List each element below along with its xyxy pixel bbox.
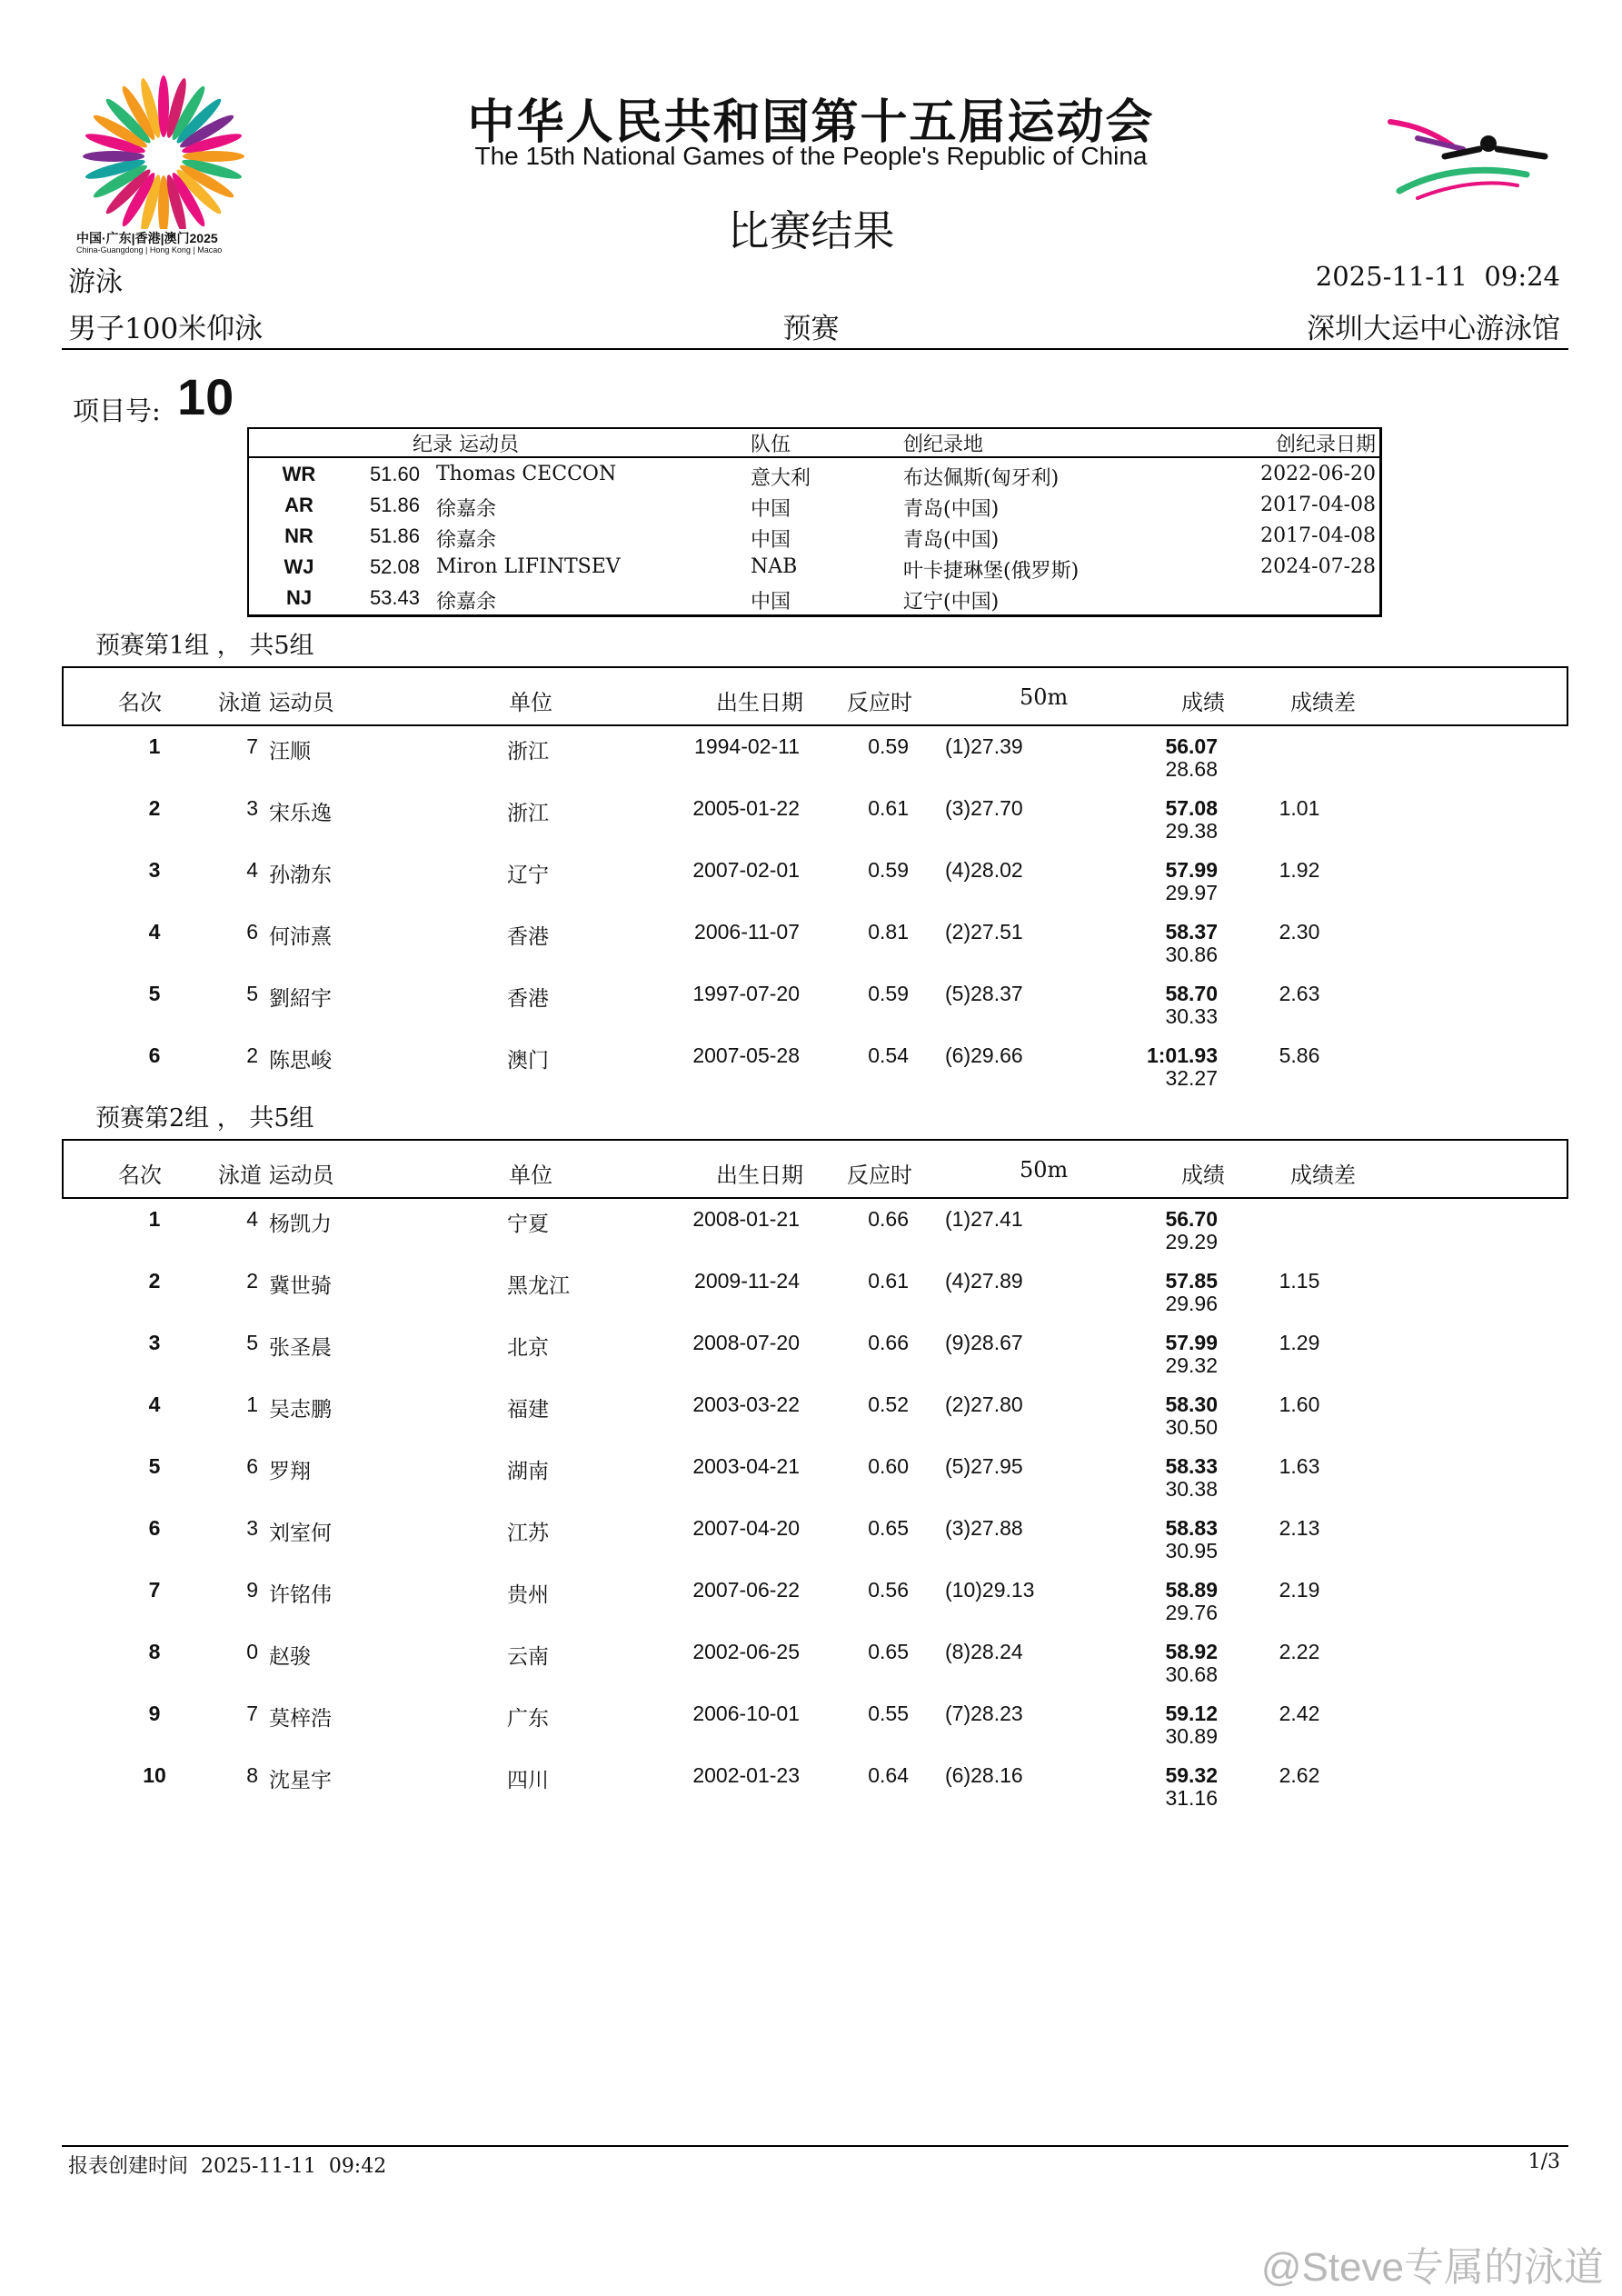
dob: 2002-06-25: [692, 1640, 800, 1663]
footer-divider: [62, 2145, 1568, 2147]
result: 58.30: [1165, 1393, 1218, 1416]
reaction-time: 0.61: [868, 1269, 909, 1293]
split-50m: (2)27.80: [945, 1393, 1023, 1416]
record-athlete: Thomas CECCON: [436, 463, 617, 485]
dob: 1997-07-20: [692, 982, 800, 1005]
col-lane-athlete: 泳道 运动员: [218, 1163, 334, 1188]
lap-time: 29.29: [1165, 1230, 1218, 1253]
result: 57.99: [1165, 1331, 1218, 1354]
rank: 5: [148, 982, 161, 1005]
lane: 4: [246, 858, 258, 882]
table-row: [0, 1702, 1622, 1763]
lane: 6: [246, 1454, 258, 1478]
col-split: 50m: [1020, 684, 1069, 710]
reaction-time: 0.59: [868, 982, 909, 1005]
athlete-name: 宋乐逸: [269, 802, 332, 825]
lap-time: 30.50: [1165, 1415, 1218, 1439]
col-rt: 反应时: [847, 690, 912, 715]
split-50m: (3)27.88: [945, 1516, 1023, 1540]
col-diff: 成绩差: [1290, 1163, 1356, 1188]
split-50m: (1)27.39: [945, 734, 1023, 758]
col-rank: 名次: [118, 1163, 162, 1188]
result: 58.37: [1165, 920, 1218, 943]
record-code: WR: [282, 463, 316, 485]
lane: 6: [246, 920, 258, 943]
lane: 2: [246, 1269, 258, 1293]
result: 57.08: [1165, 796, 1218, 820]
record-team: 中国: [751, 498, 791, 521]
col-result: 成绩: [1181, 690, 1225, 715]
event-no: 10: [177, 368, 234, 425]
split-50m: (2)27.51: [945, 920, 1023, 943]
event-name: 男子100米仰泳: [68, 313, 264, 345]
split-50m: (1)27.41: [945, 1207, 1023, 1231]
athlete-name: 许铭伟: [269, 1583, 332, 1607]
unit: 浙江: [507, 740, 549, 764]
reaction-time: 0.65: [868, 1516, 909, 1540]
record-place: 辽宁(中国): [903, 591, 1000, 614]
records-header-place: 创纪录地: [903, 434, 984, 456]
col-diff: 成绩差: [1290, 690, 1356, 715]
result: 58.33: [1165, 1454, 1218, 1478]
phase: 预赛: [782, 313, 840, 345]
diff: 2.63: [1279, 982, 1320, 1005]
lap-time: 29.32: [1165, 1353, 1218, 1377]
rank: 6: [148, 1043, 161, 1067]
result: 57.99: [1165, 858, 1218, 882]
lane: 1: [246, 1393, 258, 1416]
lap-time: 28.68: [1165, 757, 1218, 781]
lane: 5: [246, 982, 258, 1005]
rank: 3: [148, 858, 161, 882]
heat-title: 预赛第2组 ， 共5组: [95, 1104, 314, 1133]
reaction-time: 0.64: [868, 1763, 909, 1787]
watermark: [1261, 2234, 1604, 2292]
result: 57.85: [1165, 1269, 1218, 1293]
result: 58.92: [1165, 1640, 1218, 1663]
record-date: 2017-04-08: [1260, 524, 1376, 547]
lap-time: 31.16: [1165, 1786, 1218, 1810]
record-place: 青岛(中国): [903, 529, 1000, 552]
athlete-name: 刘室何: [269, 1522, 332, 1545]
diff: 5.86: [1279, 1043, 1320, 1067]
col-lane-athlete: 泳道 运动员: [218, 690, 334, 715]
lap-time: 30.38: [1165, 1477, 1218, 1501]
rank: 5: [148, 1454, 161, 1478]
col-result: 成绩: [1181, 1163, 1225, 1188]
datetime: 2025-11-11 09:24: [1315, 261, 1560, 292]
col-dob: 出生日期: [716, 690, 803, 715]
heat-column-header: [62, 666, 1568, 726]
athlete-name: 赵骏: [269, 1645, 311, 1669]
reaction-time: 0.60: [868, 1454, 909, 1478]
athlete-name: 沈星宇: [269, 1769, 332, 1792]
diff: 1.01: [1279, 796, 1320, 820]
record-place: 布达佩斯(匈牙利): [903, 467, 1060, 490]
unit: 四川: [507, 1769, 549, 1792]
reaction-time: 0.66: [868, 1207, 909, 1231]
table-row: [0, 1207, 1622, 1269]
event-no-label: 项目号:: [73, 395, 161, 426]
lane: 0: [246, 1640, 258, 1663]
table-row: [0, 1640, 1622, 1702]
records-header-date: 创纪录日期: [1275, 434, 1376, 456]
lap-time: 32.27: [1165, 1066, 1218, 1090]
unit: 宁夏: [507, 1213, 549, 1236]
rank: 9: [148, 1702, 161, 1725]
rank: 2: [148, 1269, 161, 1293]
diff: 2.22: [1279, 1640, 1320, 1663]
title-en: The 15th National Games of the People's Republic of China: [474, 142, 1148, 170]
table-row: [0, 1454, 1622, 1516]
dob: 2003-04-21: [692, 1454, 800, 1478]
watermark-text: @Steve专属的泳道: [1260, 2245, 1604, 2290]
subtitle: 比赛结果: [727, 206, 895, 255]
heat-title: 预赛第1组 ， 共5组: [95, 632, 314, 660]
diff: 2.30: [1279, 920, 1320, 943]
lane: 4: [246, 1207, 258, 1231]
lap-time: 30.89: [1165, 1724, 1218, 1748]
record-date: 2022-06-20: [1260, 463, 1376, 485]
reaction-time: 0.54: [868, 1043, 909, 1067]
table-row: [0, 858, 1622, 920]
record-date: 2017-04-08: [1260, 494, 1376, 516]
unit: 福建: [507, 1398, 549, 1422]
reaction-time: 0.59: [868, 734, 909, 758]
table-row: [0, 1763, 1622, 1825]
rank: 7: [148, 1578, 161, 1602]
athlete-name: 劉紹宇: [269, 987, 332, 1011]
athlete-name: 张圣晨: [269, 1336, 332, 1360]
table-row: [0, 1043, 1622, 1105]
dob: 2002-01-23: [692, 1763, 800, 1787]
record-team: NAB: [751, 555, 798, 578]
col-unit: 单位: [509, 1163, 552, 1188]
reaction-time: 0.66: [868, 1331, 909, 1354]
athlete-name: 陈思峻: [269, 1049, 332, 1073]
rank: 3: [148, 1331, 161, 1354]
diff: 1.92: [1279, 858, 1320, 882]
result: 56.70: [1165, 1207, 1218, 1231]
result: 59.32: [1165, 1763, 1218, 1787]
record-time: 52.08: [369, 555, 420, 578]
split-50m: (10)29.13: [945, 1578, 1035, 1602]
logo-caption-en: China-Guangdong | Hong Kong | Macao: [76, 245, 223, 255]
record-athlete: Miron LIFINTSEV: [436, 555, 621, 578]
athlete-name: 莫梓浩: [269, 1707, 332, 1731]
reaction-time: 0.65: [868, 1640, 909, 1663]
records-header-athlete: 纪录 运动员: [413, 434, 519, 456]
lane: 2: [246, 1043, 258, 1067]
records-header-team: 队伍: [751, 434, 791, 456]
record-date: 2024-07-28: [1260, 555, 1376, 578]
unit: 贵州: [507, 1583, 549, 1607]
dob: 2008-01-21: [692, 1207, 800, 1231]
rank: 10: [143, 1763, 166, 1787]
result: 1:01.93: [1146, 1043, 1218, 1067]
rank: 6: [148, 1516, 161, 1540]
dob: 2007-02-01: [692, 858, 800, 882]
lap-time: 29.97: [1165, 881, 1218, 904]
dob: 1994-02-11: [694, 734, 800, 758]
unit: 黑龙江: [507, 1274, 570, 1298]
venue: 深圳大运中心游泳馆: [1307, 313, 1560, 345]
rank: 2: [148, 796, 161, 820]
record-code: AR: [284, 494, 313, 516]
split-50m: (4)27.89: [945, 1269, 1023, 1293]
dob: 2007-04-20: [692, 1516, 800, 1540]
unit: 辽宁: [507, 863, 549, 887]
report-created: 报表创建时间 2025-11-11 09:42: [68, 2155, 387, 2178]
dob: 2007-05-28: [692, 1043, 800, 1067]
result: 58.83: [1165, 1516, 1218, 1540]
record-row: [249, 459, 1379, 490]
reaction-time: 0.56: [868, 1578, 909, 1602]
col-dob: 出生日期: [716, 1163, 803, 1188]
split-50m: (7)28.23: [945, 1702, 1023, 1725]
record-athlete: 徐嘉余: [436, 591, 497, 614]
rank: 8: [148, 1640, 161, 1663]
dob: 2007-06-22: [692, 1578, 800, 1602]
split-50m: (4)28.02: [945, 858, 1023, 882]
record-code: WJ: [284, 555, 314, 578]
athlete-name: 汪顺: [269, 740, 311, 764]
table-row: [0, 1578, 1622, 1640]
lane: 3: [246, 796, 258, 820]
diff: 1.29: [1279, 1331, 1320, 1354]
diff: 2.62: [1279, 1763, 1320, 1787]
records-table: [247, 427, 1382, 617]
table-row: [0, 1393, 1622, 1454]
athlete-name: 杨凯力: [269, 1213, 332, 1236]
unit: 香港: [507, 987, 549, 1011]
dob: 2008-07-20: [692, 1331, 800, 1354]
lap-time: 29.38: [1165, 819, 1218, 843]
record-row: [249, 583, 1379, 614]
table-row: [0, 734, 1622, 796]
table-row: [0, 1331, 1622, 1393]
diff: 1.63: [1279, 1454, 1320, 1478]
lap-time: 30.95: [1165, 1539, 1218, 1562]
record-athlete: 徐嘉余: [436, 498, 497, 521]
col-rank: 名次: [118, 690, 162, 715]
unit: 北京: [507, 1336, 549, 1360]
result: 58.70: [1165, 982, 1218, 1005]
record-code: NR: [284, 524, 313, 547]
rank: 1: [148, 734, 161, 758]
records-header-divider: [249, 456, 1379, 458]
record-time: 51.86: [369, 524, 420, 547]
split-50m: (5)28.37: [945, 982, 1023, 1005]
lane: 9: [246, 1578, 258, 1602]
record-team: 意大利: [751, 467, 811, 490]
lap-time: 29.96: [1165, 1292, 1218, 1315]
rank: 4: [148, 920, 161, 943]
unit: 澳门: [507, 1049, 549, 1073]
diff: 2.42: [1279, 1702, 1320, 1725]
lap-time: 30.33: [1165, 1004, 1218, 1028]
lane: 8: [246, 1763, 258, 1787]
diff: 1.15: [1279, 1269, 1320, 1293]
athlete-name: 孙渤东: [269, 863, 332, 887]
lap-time: 30.86: [1165, 943, 1218, 966]
record-place: 青岛(中国): [903, 498, 1000, 521]
record-code: NJ: [285, 586, 313, 609]
unit: 浙江: [507, 802, 549, 825]
result: 56.07: [1165, 734, 1218, 758]
record-team: 中国: [751, 529, 791, 552]
reaction-time: 0.61: [868, 796, 909, 820]
col-unit: 单位: [509, 690, 552, 715]
record-row: [249, 552, 1379, 583]
lane: 5: [246, 1331, 258, 1354]
athlete-name: 吴志鹏: [269, 1398, 332, 1422]
record-row: [249, 490, 1379, 521]
lane: 7: [246, 1702, 258, 1725]
logo-caption-cn: 中国·广东|香港|澳门2025: [76, 231, 218, 245]
split-50m: (5)27.95: [945, 1454, 1023, 1478]
split-50m: (6)29.66: [945, 1043, 1023, 1067]
lane: 3: [246, 1516, 258, 1540]
title-cn: 中华人民共和国第十五届运动会: [467, 95, 1155, 150]
unit: 江苏: [507, 1522, 549, 1545]
record-time: 51.86: [369, 494, 420, 516]
unit: 香港: [507, 925, 549, 949]
athlete-name: 冀世骑: [269, 1274, 332, 1298]
split-50m: (9)28.67: [945, 1331, 1023, 1354]
table-row: [0, 982, 1622, 1043]
page-number: 1/3: [1527, 2151, 1560, 2173]
sport-label: 游泳: [68, 266, 123, 298]
rank: 4: [148, 1393, 161, 1416]
table-row: [0, 796, 1622, 858]
lane: 7: [246, 734, 258, 758]
table-row: [0, 920, 1622, 982]
athlete-name: 何沛熹: [269, 925, 332, 949]
lap-time: 30.68: [1165, 1662, 1218, 1686]
reaction-time: 0.52: [868, 1393, 909, 1416]
split-50m: (6)28.16: [945, 1763, 1023, 1787]
result: 59.12: [1165, 1702, 1218, 1725]
dob: 2006-11-07: [694, 920, 800, 943]
heat-column-header: [62, 1139, 1568, 1199]
diff: 2.19: [1279, 1578, 1320, 1602]
record-time: 53.43: [369, 586, 420, 609]
unit: 湖南: [507, 1460, 549, 1483]
unit: 云南: [507, 1645, 549, 1669]
dob: 2005-01-22: [692, 796, 800, 820]
reaction-time: 0.81: [868, 920, 909, 943]
record-team: 中国: [751, 591, 791, 614]
reaction-time: 0.59: [868, 858, 909, 882]
table-row: [0, 1516, 1622, 1578]
rank: 1: [148, 1207, 161, 1231]
split-50m: (8)28.24: [945, 1640, 1023, 1663]
reaction-time: 0.55: [868, 1702, 909, 1725]
split-50m: (3)27.70: [945, 796, 1023, 820]
dob: 2009-11-24: [694, 1269, 800, 1293]
record-row: [249, 521, 1379, 552]
lap-time: 29.76: [1165, 1601, 1218, 1624]
athlete-name: 罗翔: [269, 1460, 311, 1483]
dob: 2003-03-22: [692, 1393, 800, 1416]
record-athlete: 徐嘉余: [436, 529, 497, 552]
result: 58.89: [1165, 1578, 1218, 1602]
record-place: 叶卡捷琳堡(俄罗斯): [903, 560, 1080, 583]
col-rt: 反应时: [847, 1163, 912, 1188]
record-time: 51.60: [369, 463, 420, 485]
unit: 广东: [507, 1707, 549, 1731]
diff: 2.13: [1279, 1516, 1320, 1540]
diff: 1.60: [1279, 1393, 1320, 1416]
header-divider: [62, 348, 1568, 350]
table-row: [0, 1269, 1622, 1331]
dob: 2006-10-01: [692, 1702, 800, 1725]
col-split: 50m: [1020, 1157, 1069, 1183]
